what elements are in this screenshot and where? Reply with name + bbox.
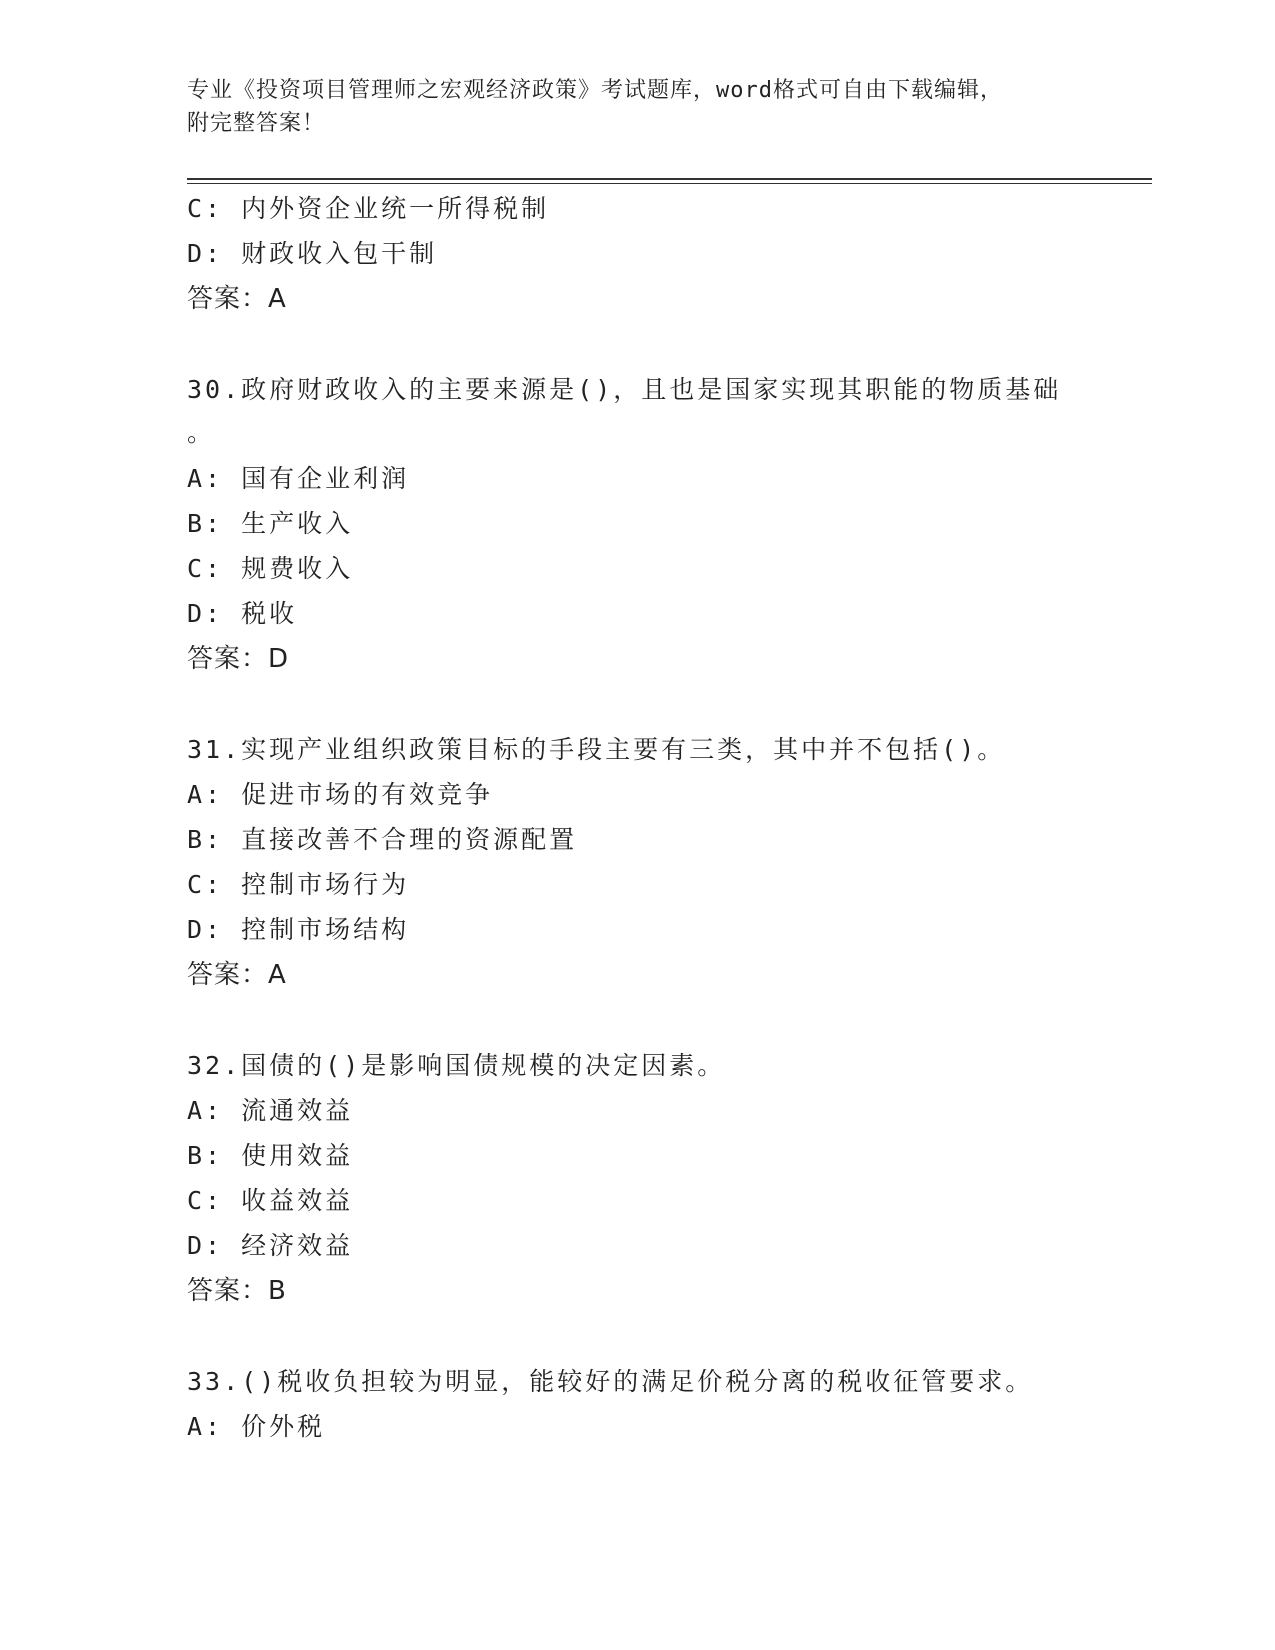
option-d: D: 控制市场结构 bbox=[187, 915, 410, 944]
question-stem: 33.()税收负担较为明显，能较好的满足价税分离的税收征管要求。 bbox=[187, 1367, 1034, 1396]
question-stem: 30.政府财政收入的主要来源是()，且也是国家实现其职能的物质基础 bbox=[187, 375, 1062, 404]
option-a: A: 流通效益 bbox=[187, 1096, 354, 1125]
option-c: C: 收益效益 bbox=[187, 1186, 354, 1215]
option-a: A: 促进市场的有效竞争 bbox=[187, 780, 494, 809]
option-b: B: 生产收入 bbox=[187, 509, 354, 538]
question-stem: 31.实现产业组织政策目标的手段主要有三类，其中并不包括()。 bbox=[187, 735, 1006, 764]
option-b: B: 直接改善不合理的资源配置 bbox=[187, 825, 578, 854]
option-a: A: 国有企业利润 bbox=[187, 464, 410, 493]
document-header bbox=[187, 74, 1067, 140]
answer: 答案：D bbox=[187, 644, 290, 674]
header-line-1: 专业《投资项目管理师之宏观经济政策》考试题库，word格式可自由下载编辑， bbox=[187, 78, 1003, 103]
option-d: D: 财政收入包干制 bbox=[187, 239, 438, 268]
option-c: C: 规费收入 bbox=[187, 554, 354, 583]
header-divider-thick bbox=[187, 178, 1152, 180]
answer: 答案：A bbox=[187, 960, 287, 990]
option-b: B: 使用效益 bbox=[187, 1141, 354, 1170]
answer: 答案：A bbox=[187, 284, 287, 314]
option-c: C: 控制市场行为 bbox=[187, 870, 410, 899]
option-d: D: 经济效益 bbox=[187, 1231, 354, 1260]
option-d: D: 税收 bbox=[187, 599, 298, 628]
header-divider-thin bbox=[187, 183, 1152, 184]
option-c: C: 内外资企业统一所得税制 bbox=[187, 194, 550, 223]
question-stem: 32.国债的()是影响国债规模的决定因素。 bbox=[187, 1051, 726, 1080]
option-a: A: 价外税 bbox=[187, 1412, 326, 1441]
answer: 答案：B bbox=[187, 1276, 287, 1306]
question-stem-continuation: 。 bbox=[187, 418, 216, 447]
header-line-2: 附完整答案！ bbox=[187, 111, 326, 136]
